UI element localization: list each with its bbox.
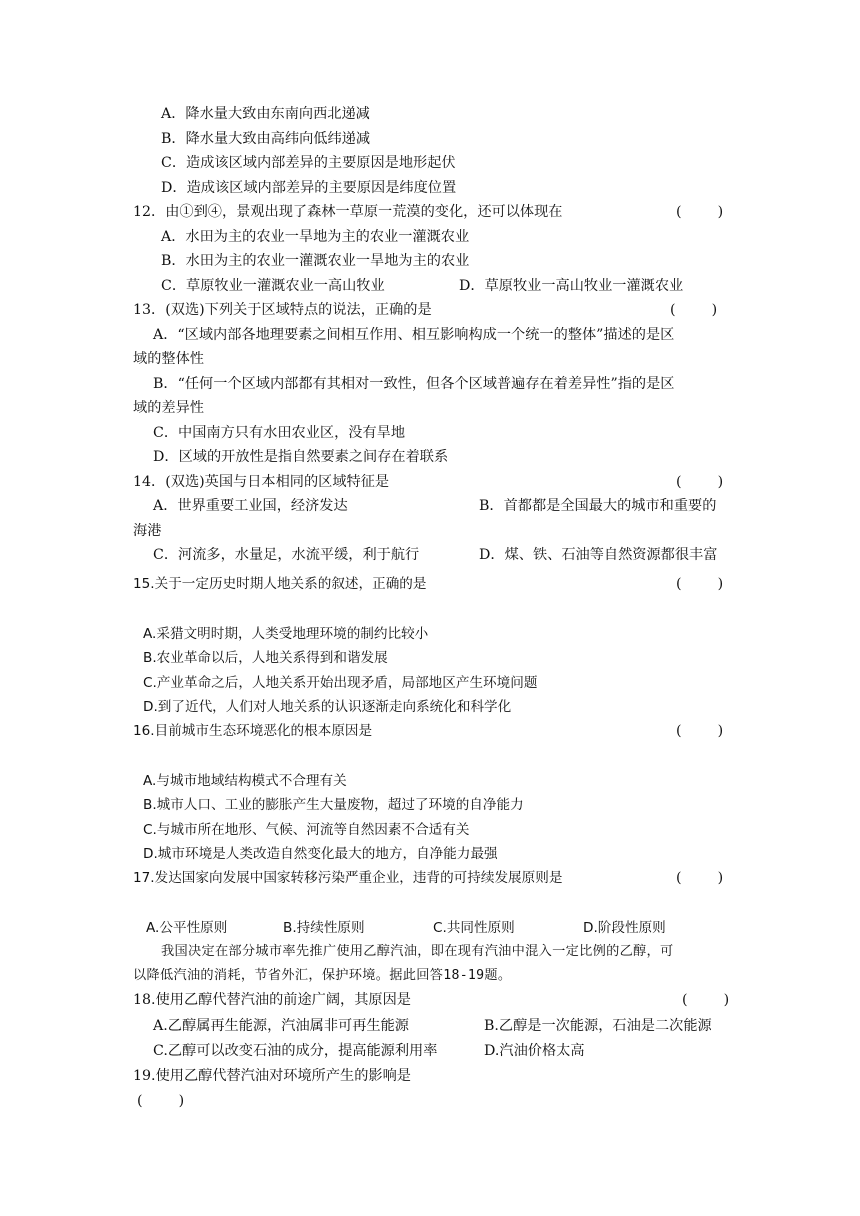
q13-option-b-line1: B．“任何一个区域内部都有其相对一致性，但各个区域普遍存在着差异性”指的是区 [153, 376, 675, 392]
q15-option-a: A.采猎文明时期，人类受地理环境的制约比较小 [143, 626, 429, 642]
q18-option-b: B.乙醇是一次能源，石油是二次能源 [484, 1018, 712, 1034]
q13-option-c: C．中国南方只有水田农业区，没有旱地 [153, 425, 406, 441]
q11-option-c: C．造成该区域内部差异的主要原因是地形起伏 [161, 155, 456, 171]
q12-option-c: C．草原牧业一灌溉农业一高山牧业 [161, 278, 385, 294]
q18-option-d: D.汽油价格太高 [484, 1043, 585, 1059]
q16-stem: 16.目前城市生态环境恶化的根本原因是 [133, 723, 373, 739]
q12-option-b: B．水田为主的农业一灌溉农业一旱地为主的农业 [161, 253, 470, 269]
q12-stem: 12．由①到④，景观出现了森林一草原一荒漠的变化，还可以体现在 [133, 204, 563, 220]
q18-option-c: C.乙醇可以改变石油的成分，提高能源利用率 [153, 1043, 438, 1059]
q14-option-c: C．河流多，水量足，水流平缓，利于航行 [153, 547, 420, 563]
q18-option-a: A.乙醇属再生能源，汽油属非可再生能源 [153, 1018, 409, 1034]
passage-line-2: 以降低汽油的消耗，节省外汇，保护环境。据此回答18-19题。 [133, 968, 512, 983]
q14-option-d: D．煤、铁、石油等自然资源都很丰富 [479, 547, 718, 563]
passage-line-1: 我国决定在部分城市率先推广使用乙醇汽油，即在现有汽油中混入一定比例的乙醇，可 [161, 944, 674, 959]
q16-option-a: A.与城市地域结构模式不合理有关 [143, 773, 347, 789]
q19-answer-paren: ( ) [137, 1093, 185, 1109]
q15-option-c: C.产业革命之后，人地关系开始出现矛盾，局部地区产生环境问题 [143, 675, 538, 691]
q16-answer-paren: ( ) [676, 723, 724, 739]
q18-answer-paren: ( ) [682, 992, 730, 1008]
q14-option-b-line2: 海港 [133, 523, 162, 539]
q14-answer-paren: ( ) [676, 474, 724, 490]
q14-option-a: A．世界重要工业国，经济发达 [153, 498, 348, 514]
q13-stem: 13．(双选)下列关于区域特点的说法，正确的是 [133, 302, 432, 318]
q12-answer-paren: ( ) [676, 204, 724, 220]
q13-answer-paren: ( ) [670, 302, 718, 318]
q17-answer-paren: ( ) [676, 870, 724, 886]
q17-option-a: A.公平性原则 [146, 920, 228, 936]
q16-option-c: C.与城市所在地形、气候、河流等自然因素不合适有关 [143, 822, 470, 838]
q19-stem: 19.使用乙醇代替汽油对环境所产生的影响是 [133, 1068, 411, 1084]
q17-option-b: B.持续性原则 [283, 920, 365, 936]
q15-stem: 15.关于一定历史时期人地关系的叙述，正确的是 [133, 576, 427, 592]
q16-option-b: B.城市人口、工业的膨胀产生大量废物，超过了环境的自净能力 [143, 797, 524, 813]
q17-option-c: C.共同性原则 [433, 920, 515, 936]
q18-stem: 18.使用乙醇代替汽油的前途广阔，其原因是 [133, 992, 411, 1008]
q13-option-a-line2: 域的整体性 [133, 351, 204, 367]
q14-stem: 14．(双选)英国与日本相同的区域特征是 [133, 474, 390, 490]
q11-option-d: D．造成该区域内部差异的主要原因是纬度位置 [161, 180, 457, 196]
q17-stem: 17.发达国家向发展中国家转移污染严重企业，违背的可持续发展原则是 [133, 870, 563, 886]
q15-option-d: D.到了近代，人们对人地关系的认识逐渐走向系统化和科学化 [143, 699, 512, 715]
q13-option-a-line1: A．“区域内部各地理要素之间相互作用、相互影响构成一个统一的整体”描述的是区 [153, 327, 675, 343]
q15-option-b: B.农业革命以后，人地关系得到和谐发展 [143, 650, 388, 666]
q17-option-d: D.阶段性原则 [583, 920, 666, 936]
q15-answer-paren: ( ) [676, 576, 724, 592]
q16-option-d: D.城市环境是人类改造自然变化最大的地方，自净能力最强 [143, 846, 498, 862]
q13-option-d: D．区域的开放性是指自然要素之间存在着联系 [153, 449, 449, 465]
q14-option-b-line1: B．首都都是全国最大的城市和重要的 [479, 498, 717, 514]
q13-option-b-line2: 域的差异性 [133, 400, 204, 416]
q11-option-a: A．降水量大致由东南向西北递减 [161, 106, 370, 122]
q11-option-b: B．降水量大致由高纬向低纬递减 [161, 131, 371, 147]
q12-option-d: D．草原牧业一高山牧业一灌溉农业 [459, 278, 684, 294]
q12-option-a: A．水田为主的农业一旱地为主的农业一灌溉农业 [161, 229, 470, 245]
